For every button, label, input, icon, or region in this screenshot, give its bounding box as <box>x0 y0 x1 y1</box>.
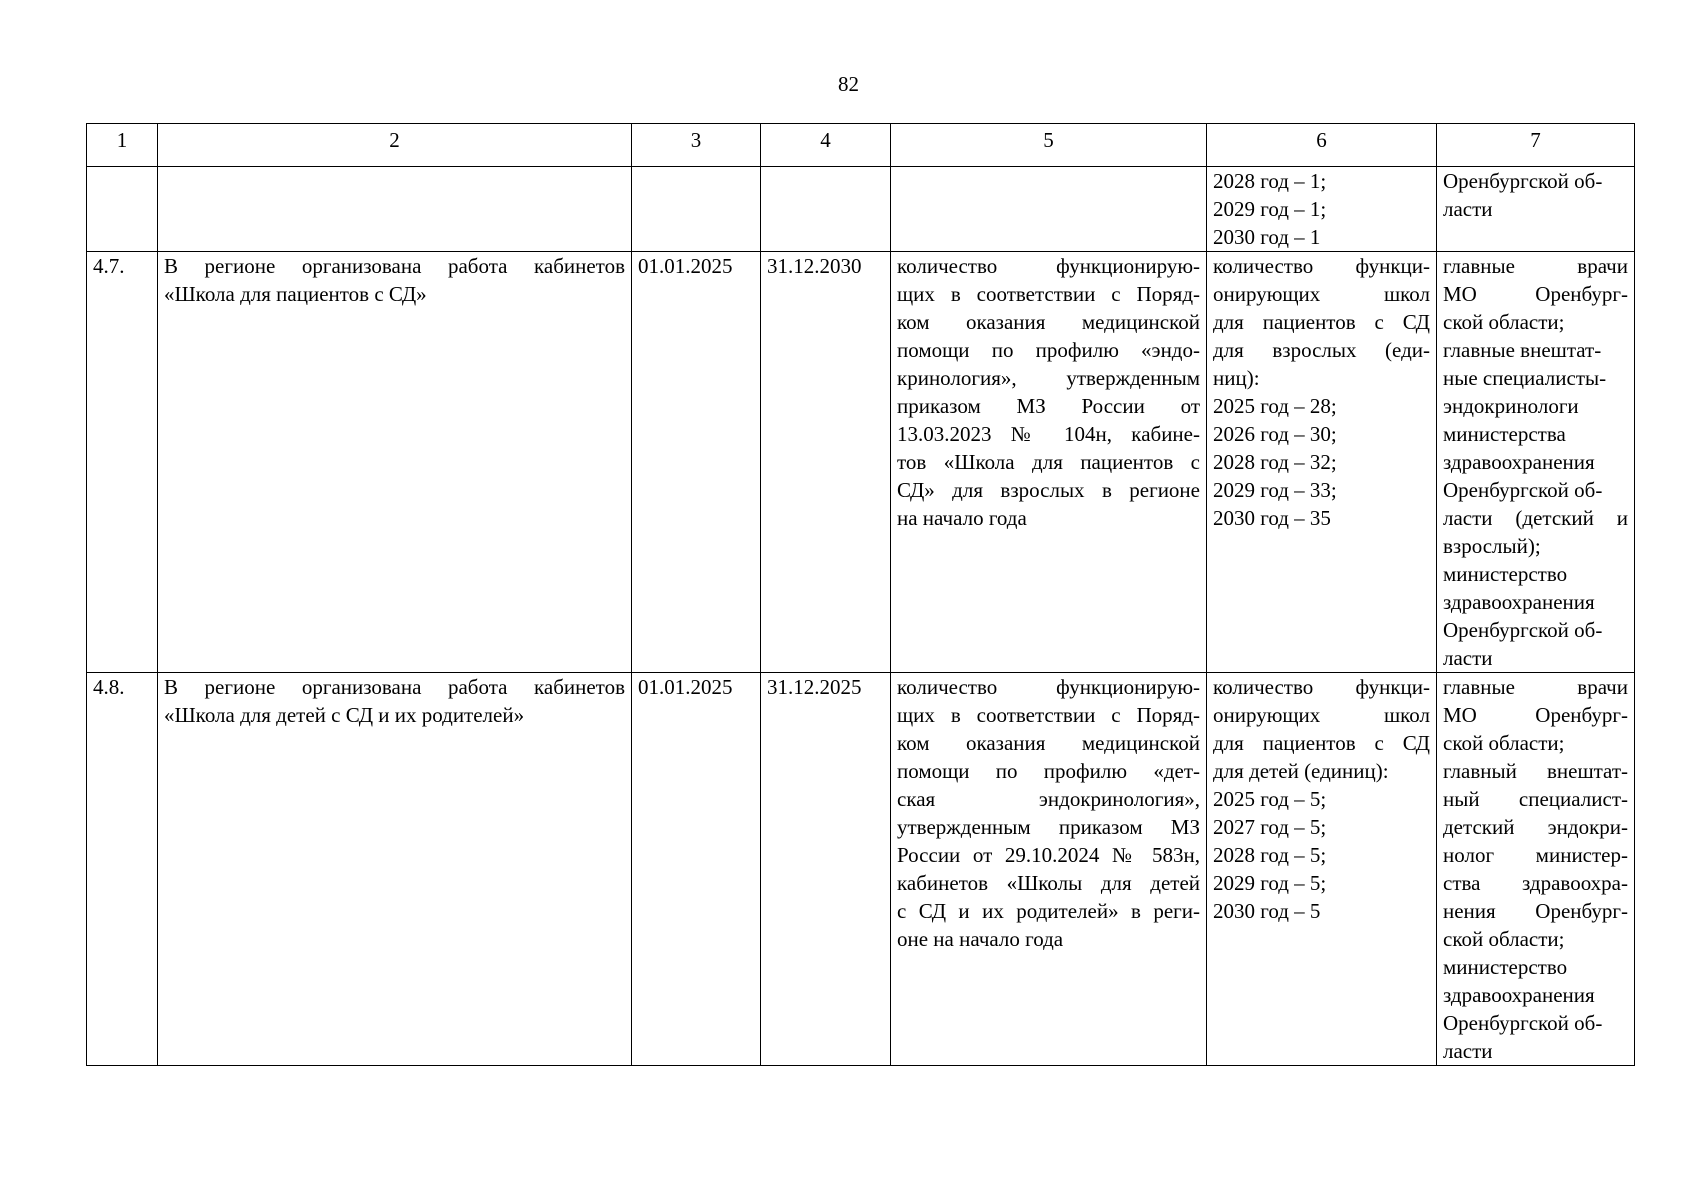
cell-num: 4.8. <box>87 673 158 1066</box>
cell-end: 31.12.2025 <box>761 673 891 1066</box>
text-line: 2029 год – 1; <box>1213 197 1327 221</box>
text-line: 2030 год – 35 <box>1213 506 1331 530</box>
text-line: ской области; <box>1443 310 1565 334</box>
continuation-row <box>87 167 1635 252</box>
column-header: 5 <box>891 124 1207 167</box>
text-line: ласти (детский и <box>1443 506 1628 530</box>
cell-indicator <box>891 673 1207 1066</box>
text-line: В регионе организована работа кабинетов <box>164 675 625 699</box>
text-line: ком оказания медицинской <box>897 310 1200 334</box>
cell-name <box>158 252 632 673</box>
text-line: ласти <box>1443 1039 1493 1063</box>
column-header: 3 <box>632 124 761 167</box>
text-line: щих в соответствии с Поряд- <box>897 282 1200 306</box>
text-line: ласти <box>1443 197 1493 221</box>
column-header: 1 <box>87 124 158 167</box>
text-line: ные специалисты- <box>1443 366 1607 390</box>
text-line: Оренбургской об- <box>1443 478 1603 502</box>
column-header: 6 <box>1207 124 1437 167</box>
cell-name <box>158 167 632 252</box>
text-line: взрослый); <box>1443 534 1541 558</box>
text-line: «Школа для пациентов с СД» <box>164 282 427 306</box>
text-line: В регионе организована работа кабинетов <box>164 254 625 278</box>
cell-end: 31.12.2030 <box>761 252 891 673</box>
cell-end <box>761 167 891 252</box>
text-line: ласти <box>1443 646 1493 670</box>
cell-indicator <box>891 167 1207 252</box>
text-line: главные врачи <box>1443 254 1628 278</box>
text-line: 2026 год – 30; <box>1213 422 1337 446</box>
text-line: ской области; <box>1443 731 1565 755</box>
text-line: ской области; <box>1443 927 1565 951</box>
column-numbers-row <box>87 124 1635 167</box>
table-row <box>87 673 1635 1066</box>
cell-responsible <box>1437 252 1635 673</box>
text-line: щих в соответствии с Поряд- <box>897 703 1200 727</box>
cell-responsible <box>1437 673 1635 1066</box>
text-line: России от 29.10.2024 № 583н, <box>897 843 1200 867</box>
text-line: МО Оренбург- <box>1443 282 1628 306</box>
text-line: министерство <box>1443 562 1568 586</box>
cell-start <box>632 167 761 252</box>
text-line: главный внештат- <box>1443 759 1628 783</box>
text-line: 2025 год – 28; <box>1213 394 1337 418</box>
text-line: здравоохранения <box>1443 450 1595 474</box>
text-line: детский эндокри- <box>1443 815 1628 839</box>
page-number: 82 <box>838 72 859 96</box>
text-line: оне на начало года <box>897 927 1064 951</box>
text-line: для детей (единиц): <box>1213 759 1389 783</box>
text-line: количество функци- <box>1213 675 1430 699</box>
text-line: ства здравоохра- <box>1443 871 1628 895</box>
cell-values <box>1207 252 1437 673</box>
text-line: ком оказания медицинской <box>897 731 1200 755</box>
cell-name <box>158 673 632 1066</box>
text-line: на начало года <box>897 506 1027 530</box>
cell-indicator <box>891 252 1207 673</box>
text-line: 2027 год – 5; <box>1213 815 1327 839</box>
column-header: 4 <box>761 124 891 167</box>
text-line: помощи по профилю «дет- <box>897 759 1200 783</box>
cell-responsible <box>1437 167 1635 252</box>
text-line: для взрослых (еди- <box>1213 338 1430 362</box>
text-line: МО Оренбург- <box>1443 703 1628 727</box>
column-header: 2 <box>158 124 632 167</box>
text-line: 2029 год – 5; <box>1213 871 1327 895</box>
text-line: 13.03.2023 № 104н, кабине- <box>897 422 1200 446</box>
text-line: 2029 год – 33; <box>1213 478 1337 502</box>
cell-num: 4.7. <box>87 252 158 673</box>
text-line: 2028 год – 1; <box>1213 169 1327 193</box>
cell-start: 01.01.2025 <box>632 673 761 1066</box>
cell-values <box>1207 673 1437 1066</box>
column-header: 7 <box>1437 124 1635 167</box>
text-line: ниц): <box>1213 366 1260 390</box>
text-line: количество функционирую- <box>897 675 1200 699</box>
text-line: кринология», утвержденным <box>897 366 1200 390</box>
text-line: 2030 год – 5 <box>1213 899 1321 923</box>
text-line: для пациентов с СД <box>1213 731 1430 755</box>
text-line: главные врачи <box>1443 675 1628 699</box>
text-line: тов «Школа для пациентов с <box>897 450 1200 474</box>
text-line: Оренбургской об- <box>1443 1011 1603 1035</box>
cell-num <box>87 167 158 252</box>
text-line: здравоохранения <box>1443 983 1595 1007</box>
text-line: 2025 год – 5; <box>1213 787 1327 811</box>
text-line: министерство <box>1443 955 1568 979</box>
text-line: 2028 год – 32; <box>1213 450 1337 474</box>
text-line: ный специалист- <box>1443 787 1628 811</box>
text-line: «Школа для детей с СД и их родителей» <box>164 703 525 727</box>
text-line: главные внештат- <box>1443 338 1602 362</box>
plan-table <box>86 123 1635 1066</box>
text-line: с СД и их родителей» в реги- <box>897 899 1200 923</box>
text-line: здравоохранения <box>1443 590 1595 614</box>
text-line: утвержденным приказом МЗ <box>897 815 1200 839</box>
text-line: помощи по профилю «эндо- <box>897 338 1200 362</box>
text-line: Оренбургской об- <box>1443 169 1603 193</box>
text-line: для пациентов с СД <box>1213 310 1430 334</box>
text-line: нения Оренбург- <box>1443 899 1628 923</box>
text-line: эндокринологи <box>1443 394 1579 418</box>
text-line: нолог министер- <box>1443 843 1628 867</box>
text-line: приказом МЗ России от <box>897 394 1200 418</box>
cell-start: 01.01.2025 <box>632 252 761 673</box>
text-line: 2028 год – 5; <box>1213 843 1327 867</box>
text-line: онирующих школ <box>1213 282 1430 306</box>
table-row <box>87 252 1635 673</box>
text-line: кабинетов «Школы для детей <box>897 871 1200 895</box>
text-line: СД» для взрослых в регионе <box>897 478 1200 502</box>
cell-values <box>1207 167 1437 252</box>
text-line: количество функци- <box>1213 254 1430 278</box>
text-line: количество функционирую- <box>897 254 1200 278</box>
text-line: ская эндокринология», <box>897 787 1200 811</box>
text-line: Оренбургской об- <box>1443 618 1603 642</box>
text-line: онирующих школ <box>1213 703 1430 727</box>
text-line: министерства <box>1443 422 1566 446</box>
text-line: 2030 год – 1 <box>1213 225 1321 249</box>
